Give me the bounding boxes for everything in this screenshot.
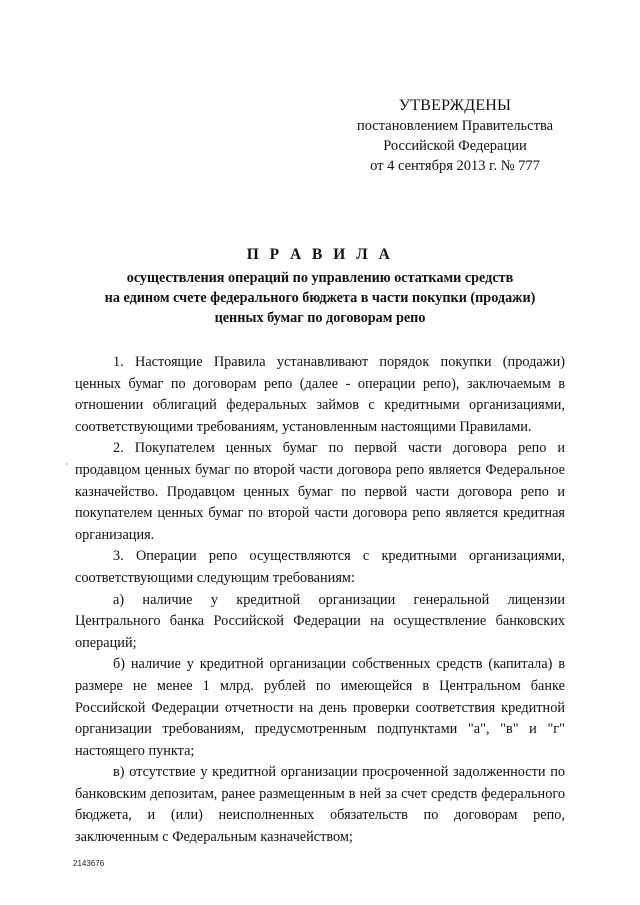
paragraph-2: 2. Покупателем ценных бумаг по первой части договора репо и продавцом ценных бумаг по второй части договора репо является Федеральное казначейство. Продавцом ценных бумаг по первой части договора репо и покупателем ценных бумаг по второй части договора репо является кредитная организация.	[75, 440, 565, 543]
paragraph-3b: б) наличие у кредитной организации собственных средств (капитала) в размере не менее 1 млрд. рублей по имеющейся в Центральном банке Российской Федерации отчетности на день проверки соответствия кредитной организации требованиям, предусмотренным подпунктами "а", "в" и "г" настоящего пункта;	[75, 656, 565, 759]
approval-title: УТВЕРЖДЕНЫ	[398, 97, 512, 114]
subtitle-line-1: осуществления операций по управлению остатками средств	[126, 270, 514, 286]
approval-line-3: от 4 сентября 2013 г. № 777	[370, 158, 540, 174]
paragraph-1: 1. Настоящие Правила устанавливают порядок покупки (продажи) ценных бумаг по договорам репо (далее - операции репо), заключаемым в отношении облигаций федеральных займов с кредитными организациями, соответствующими требованиям, установленным настоящими Правилами.	[75, 354, 565, 435]
paragraph-3: 3. Операции репо осуществляются с кредитными организациями, соответствующими следующим требованиям:	[75, 548, 565, 586]
paragraph-3v: в) отсутствие у кредитной организации просроченной задолженности по банковским депозитам, ранее размещенным в ней за счет средств федерального бюджета, и (или) неисполненных обязательств по договорам репо, заключенным с Федеральным казначейством;	[75, 764, 565, 846]
approval-line-2: Российской Федерации	[383, 138, 527, 154]
document-body	[75, 352, 565, 849]
document-subtitle	[70, 268, 570, 328]
approval-line-1: постановлением Правительства	[356, 118, 554, 134]
approval-block	[340, 96, 570, 176]
subtitle-line-2: на едином счете федерального бюджета в части покупки (продажи)	[104, 290, 536, 306]
document-title: П Р А В И Л А	[246, 246, 394, 263]
paragraph-3a: а) наличие у кредитной организации генеральной лицензии Центрального банка Российской Федерации на осуществление банковских операций;	[75, 591, 565, 651]
scan-speck	[66, 463, 68, 465]
document-code: 2143676	[73, 859, 105, 868]
subtitle-line-3: ценных бумаг по договорам репо	[214, 310, 426, 326]
